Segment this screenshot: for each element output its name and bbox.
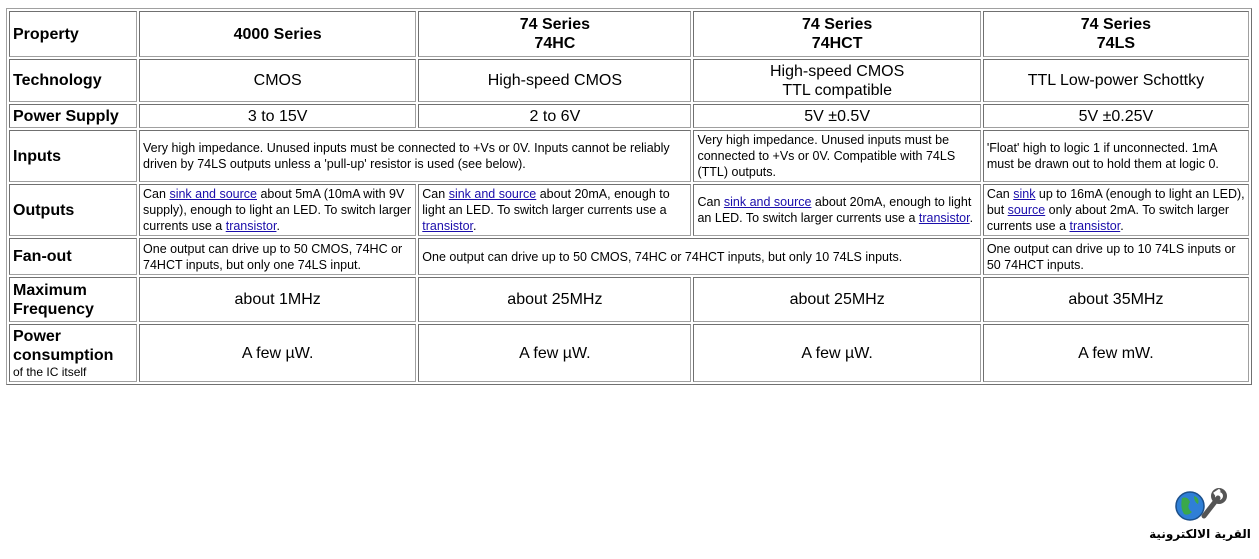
power-consumption-4000: A few µW. [139, 324, 416, 382]
fanout-74ls: One output can drive up to 10 74LS inputs or 50 74HCT inputs. [983, 238, 1249, 275]
outputs-74ls: Can sink up to 16mA (enough to light an LED), but source only about 2mA. To switch larger currents use a transistor. [983, 184, 1249, 236]
comparison-table [6, 8, 1252, 385]
power-consumption-74ls: A few mW. [983, 324, 1249, 382]
transistor-link[interactable]: transistor [225, 219, 277, 233]
fanout-74hc-74hct: One output can drive up to 50 CMOS, 74HC or 74HCT inputs, but only 10 74LS inputs. [418, 238, 981, 275]
table-row-fanout [9, 238, 1249, 275]
outputs-74hct: Can sink and source about 20mA, enough to light an LED. To switch larger currents use a transistor. [693, 184, 980, 236]
header-74hct: 74 Series 74HCT [693, 11, 980, 57]
outputs-label: Outputs [9, 184, 137, 236]
power-supply-4000: 3 to 15V [139, 104, 416, 128]
inputs-74ls: 'Float' high to logic 1 if unconnected. 1mA must be drawn out to hold them at logic 0. [983, 130, 1249, 182]
fanout-label: Fan-out [9, 238, 137, 275]
sink-link[interactable]: sink [1013, 187, 1036, 201]
power-supply-74hc: 2 to 6V [418, 104, 691, 128]
outputs-4000: Can sink and source about 5mA (10mA with 9V supply), enough to light an LED. To switch larger currents use a transistor. [139, 184, 416, 236]
technology-74hct: High-speed CMOS TTL compatible [693, 59, 980, 102]
sink-and-source-link[interactable]: sink and source [169, 187, 257, 201]
fanout-4000: One output can drive up to 50 CMOS, 74HC or 74HCT inputs, but only one 74LS input. [139, 238, 416, 275]
sink-and-source-link[interactable]: sink and source [723, 195, 812, 209]
table-row-inputs [9, 130, 1249, 182]
source-link[interactable]: source [1007, 203, 1046, 217]
power-supply-74ls: 5V ±0.25V [983, 104, 1249, 128]
transistor-link[interactable]: transistor [1069, 219, 1121, 233]
table-row-power-consumption [9, 324, 1249, 382]
header-property: Property [9, 11, 137, 57]
technology-74ls: TTL Low-power Schottky [983, 59, 1249, 102]
power-consumption-74hc: A few µW. [418, 324, 691, 382]
max-frequency-74hct: about 25MHz [693, 277, 980, 322]
sink-and-source-link[interactable]: sink and source [448, 187, 537, 201]
inputs-4000-74hc: Very high impedance. Unused inputs must be connected to +Vs or 0V. Inputs cannot be reliably driven by 74LS outputs unless a 'pull-up' resistor is used (see below). [139, 130, 691, 182]
header-4000-series: 4000 Series [139, 11, 416, 57]
max-frequency-label: Maximum Frequency [9, 277, 137, 322]
technology-4000: CMOS [139, 59, 416, 102]
globe-wrench-icon [1174, 486, 1228, 526]
table-row-technology [9, 59, 1249, 102]
table-row-power-supply [9, 104, 1249, 128]
technology-74hc: High-speed CMOS [418, 59, 691, 102]
site-logo [1146, 486, 1254, 548]
logo-text: القرية الالكترونية [1149, 527, 1251, 541]
power-supply-74hct: 5V ±0.5V [693, 104, 980, 128]
power-supply-label: Power Supply [9, 104, 137, 128]
header-74ls: 74 Series 74LS [983, 11, 1249, 57]
transistor-link[interactable]: transistor [918, 211, 970, 225]
header-74hc: 74 Series 74HC [418, 11, 691, 57]
table-row-outputs [9, 184, 1249, 236]
power-consumption-74hct: A few µW. [693, 324, 980, 382]
max-frequency-74ls: about 35MHz [983, 277, 1249, 322]
inputs-label: Inputs [9, 130, 137, 182]
technology-label: Technology [9, 59, 137, 102]
power-consumption-label: Power consumption of the IC itself [9, 324, 137, 382]
outputs-74hc: Can sink and source about 20mA, enough to light an LED. To switch larger currents use a transistor. [418, 184, 691, 236]
max-frequency-74hc: about 25MHz [418, 277, 691, 322]
max-frequency-4000: about 1MHz [139, 277, 416, 322]
inputs-74hct: Very high impedance. Unused inputs must be connected to +Vs or 0V. Compatible with 74LS (TTL) outputs. [693, 130, 980, 182]
table-row-header [9, 11, 1249, 57]
table-row-max-frequency [9, 277, 1249, 322]
transistor-link[interactable]: transistor [422, 219, 473, 233]
